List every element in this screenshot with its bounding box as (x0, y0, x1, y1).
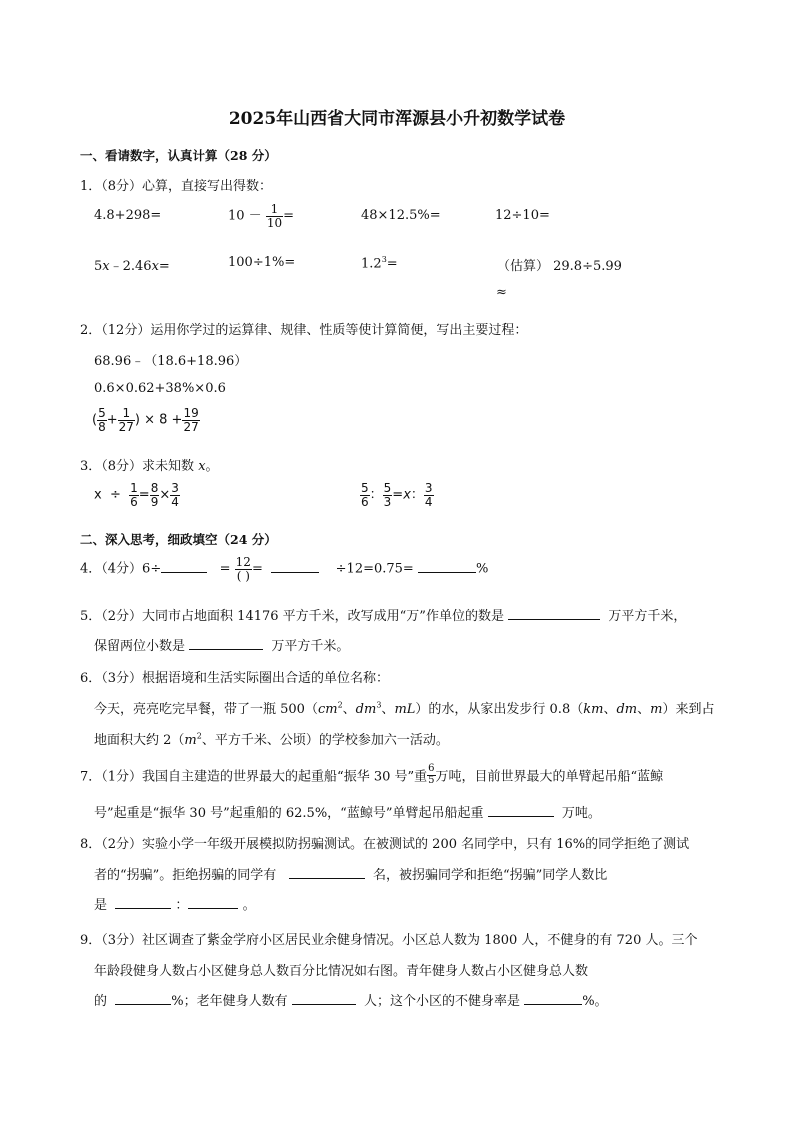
q3-e1-frac-1-6: $\frac{1}{6}$ (130, 481, 138, 509)
q6-line1: 今天，亮亮吃完早餐，带了一瓶 $500(cm^2$、$dm^3$、mL）的水，从家出发步行 0.8（km、dm、m）来到占 (94, 700, 715, 717)
q8-line3: 是 ： 。 (94, 894, 256, 913)
q2-line1: 68.96﹣（18.6+18.96） (94, 354, 248, 369)
q1-r1c4: 12÷10= (495, 208, 550, 223)
q3-label: 3．（8分）求未知数 x。 (80, 459, 219, 474)
section-2-heading: 二、深入思考，细政填空（24 分） (80, 532, 277, 547)
q9-blank-2[interactable] (292, 991, 356, 1005)
q3-equation-2: $\frac{5}{6}$ ： $\frac{5}{3}$ =x： $\frac{3}{4}$ (361, 481, 433, 509)
q5-line1: 5．（2分）大同市占地面积 14176 平方千米，改写成用“万”作单位的数是 万平方千米， (80, 605, 686, 624)
q1-approx: ≈ (496, 285, 507, 300)
q4-blank-2[interactable] (271, 559, 319, 573)
q1-r1c2-pre: 10 － (228, 208, 262, 224)
q1-r1c1: 4.8+298= (94, 208, 162, 223)
q8-blank-2[interactable] (115, 895, 171, 909)
q3-e2-frac-3-4: $\frac{3}{4}$ (424, 481, 433, 509)
q5-blank-2[interactable] (189, 636, 263, 650)
q1-r2c3: $1.2^3=$ (361, 255, 398, 272)
q8-line1: 8．（2分）实验小学一年级开展模拟防拐骗测试。在被测试的 200 名同学中，只有 16%的同学拒绝了测试 (80, 837, 690, 852)
q4-fraction: $\frac{12}{( )}$ (235, 555, 251, 583)
q3-e1-frac-3-4: $\frac{3}{4}$ (171, 481, 179, 509)
q1-r1c2 (228, 203, 294, 229)
q2-fraction-19-27: $\frac{19}{27}$ (183, 406, 199, 434)
q2-fraction-5-8: $\frac{5}{8}$ (98, 406, 106, 434)
q9-blank-3[interactable] (524, 991, 582, 1005)
page-title: 2025年山西省大同市浑源县小升初数学试卷 (228, 109, 566, 129)
q9-line2: 年龄段健身人数占小区健身总人数百分比情况如右图。青年健身人数占小区健身总人数 (94, 964, 589, 979)
q1-r1c3: 48×12.5%= (361, 208, 441, 223)
q6-label: 6．（3分）根据语境和生活实际圈出合适的单位名称： (80, 671, 390, 686)
q3-e1-frac-8-9: $\frac{8}{9}$ (150, 481, 159, 509)
q1-r2c4: （估算） 29.8÷5.99 (497, 259, 622, 274)
q9-line3: 的 %；老年健身人数有 人；这个小区的不健身率是 %。 (94, 990, 608, 1009)
q2-fraction-1-27: $\frac{1}{27}$ (118, 406, 134, 434)
q7-blank[interactable] (488, 803, 554, 817)
q4-blank-1[interactable] (161, 559, 207, 573)
q8-blank-1[interactable] (289, 865, 365, 879)
q1-r1c2-post: = (283, 208, 295, 224)
q1-label: 1．（8分）心算，直接写出得数： (80, 179, 273, 194)
q5-blank-1[interactable] (508, 606, 600, 620)
q7-line2: 号”起重是“振华 30 号”起重船的 62.5%，“蓝鲸号”单臂起吊船起重 万吨。 (94, 802, 601, 821)
q4-line: 4．（4分）6÷ = $\frac{12}{( )}$ = ÷12=0.75= % (80, 555, 489, 583)
q2-label: 2．（12分）运用你学过的运算律、规律、性质等使计算简便，写出主要过程： (80, 323, 528, 338)
q5-line2: 保留两位小数是 万平方千米。 (94, 635, 349, 654)
q7-line1: 7．（1分）我国自主建造的世界最大的起重船“振华 30 号”重 $\frac{6}{5}$ 万吨，目前世界最大的单臂起吊船“蓝鲸 (80, 763, 664, 786)
q1-r1c2-fraction: $\frac{1}{10}$ (266, 202, 283, 230)
q4-blank-3[interactable] (418, 559, 476, 573)
q3-e2-frac-5-3: $\frac{5}{3}$ (383, 481, 392, 509)
q1-r2c1: 5x﹣2.46x= (94, 259, 170, 274)
q1-r2c2: 100÷1%= (228, 255, 296, 270)
q6-line2: 地面积大约 $2(m^2$、平方千米、公顷）的学校参加六一活动。 (94, 731, 449, 748)
q9-line1: 9．（3分）社区调查了紫金学府小区居民业余健身情况。小区总人数为 1800 人，不健身的有 720 人。三个 (80, 933, 698, 948)
q2-line3: ( $\frac{5}{8}$ + $\frac{1}{27}$ ) × 8 + $\frac{19}{27}$ (92, 406, 199, 434)
q9-blank-1[interactable] (115, 991, 171, 1005)
q7-fraction: $\frac{6}{5}$ (428, 763, 435, 786)
q8-line2: 者的“拐骗”。拒绝拐骗的同学有 名，被拐骗同学和拒绝“拐骗”同学人数比 (94, 864, 607, 883)
q3-equation-1: x ÷ $\frac{1}{6}$ = $\frac{8}{9}$ × $\frac{3}{4}$ (94, 481, 179, 509)
q8-blank-3[interactable] (188, 895, 238, 909)
section-1-heading: 一、看请数字，认真计算（28 分） (80, 148, 277, 163)
q2-line2: 0.6×0.62+38%×0.6 (94, 381, 226, 396)
q3-e2-frac-5-6: $\frac{5}{6}$ (361, 481, 369, 509)
